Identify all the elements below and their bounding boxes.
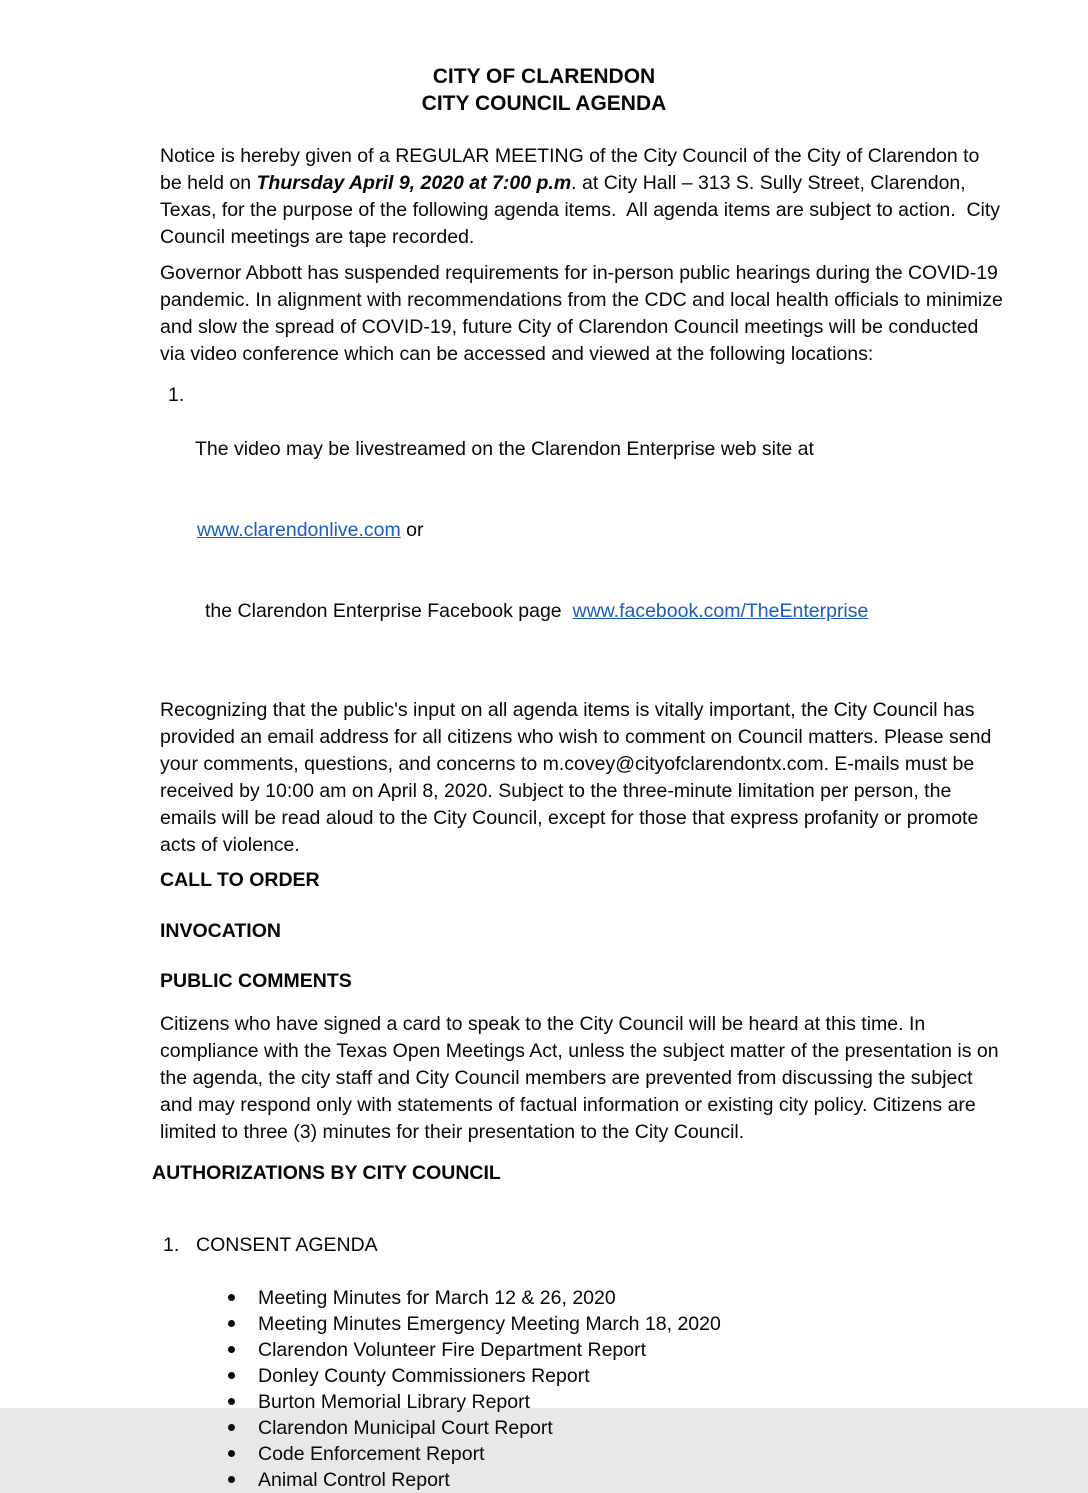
- notice-text-pre: Notice is hereby given of a REGULAR MEETING of the City Council of the City of Clarendon to be held on: [160, 145, 985, 194]
- consent-agenda-item: Clarendon Municipal Court Report: [160, 1415, 1003, 1441]
- document-title-line2: CITY COUNCIL AGENDA: [421, 92, 667, 115]
- notice-text-post: . at City Hall – 313 S. Sully Street, Clarendon, Texas, for the purpose of the following agenda items. All agenda items are subject to action. City Council meetings are tape recorded.: [160, 172, 1006, 248]
- stream-line3: [205, 598, 1003, 625]
- consent-agenda-item: Meeting Minutes for March 12 & 26, 2020: [160, 1285, 1003, 1311]
- meeting-datetime: Thursday April 9, 2020 at 7:00 p.m: [256, 172, 572, 194]
- stream-list-item: [160, 382, 1003, 679]
- consent-agenda-item: Meeting Minutes Emergency Meeting March 18, 2020: [160, 1311, 1003, 1337]
- stream-list-number: 1.: [168, 384, 185, 406]
- clarendonlive-link[interactable]: www.clarendonlive.com: [197, 519, 401, 541]
- heading-authorizations: AUTHORIZATIONS BY CITY COUNCIL: [152, 1162, 501, 1184]
- stream-line2: [197, 517, 1003, 544]
- stream-or-text: or: [400, 519, 424, 541]
- consent-agenda-label: CONSENT AGENDA: [196, 1234, 378, 1256]
- consent-agenda-item: Animal Control Report: [160, 1467, 1003, 1493]
- consent-agenda-number: 1.: [163, 1234, 180, 1256]
- heading-call-to-order: CALL TO ORDER: [160, 869, 320, 891]
- facebook-link[interactable]: www.facebook.com/TheEnterprise: [572, 600, 869, 622]
- consent-agenda-list: [160, 1285, 1003, 1493]
- heading-public-comments: PUBLIC COMMENTS: [160, 970, 352, 992]
- consent-agenda-item: Burton Memorial Library Report: [160, 1389, 1003, 1415]
- consent-agenda-heading: [160, 1232, 1003, 1259]
- consent-agenda-item: Clarendon Volunteer Fire Department Report: [160, 1337, 1003, 1363]
- covid-paragraph: Governor Abbott has suspended requirements for in-person public hearings during the COVID-19 pandemic. In alignment with recommendations from the CDC and local health officials to minimize and slow the spread of COVID-19, future City of Clarendon Council meetings will be conducted via video conference which can be accessed and viewed at the following locations:: [160, 262, 1009, 365]
- public-comments-paragraph: Citizens who have signed a card to speak to the City Council will be heard at this time. In compliance with the Texas Open Meetings Act, unless the subject matter of the presentation is on the agenda, the city staff and City Council members are prevented from discussing the subject and may respond only with statements of factual information or existing city policy. Citizens are limited to three (3) minutes for their presentation to the City Council.: [160, 1013, 1005, 1143]
- consent-agenda-item: Code Enforcement Report: [160, 1441, 1003, 1467]
- document-title-line1: CITY OF CLARENDON: [432, 65, 656, 88]
- stream-list-body: [195, 382, 1003, 679]
- facebook-page-text: the Clarendon Enterprise Facebook page: [205, 600, 573, 622]
- consent-agenda-item: Donley County Commissioners Report: [160, 1363, 1003, 1389]
- email-comments-paragraph: Recognizing that the public's input on all agenda items is vitally important, the City Council has provided an email address for all citizens who wish to comment on Council matters. Please send your comments, questions, and concerns to m.covey@cityofclarendontx.com. E-mails must be received by 10:00 am on April 8, 2020. Subject to the three-minute limitation per person, the emails will be read aloud to the City Council, except for those that express profanity or promote acts of violence.: [160, 699, 997, 856]
- stream-line1-text: The video may be livestreamed on the Clarendon Enterprise web site at: [195, 438, 814, 460]
- document-title: [0, 63, 1088, 117]
- stream-line1: [195, 436, 1003, 463]
- heading-invocation: INVOCATION: [160, 920, 281, 942]
- notice-paragraph: [160, 143, 1006, 251]
